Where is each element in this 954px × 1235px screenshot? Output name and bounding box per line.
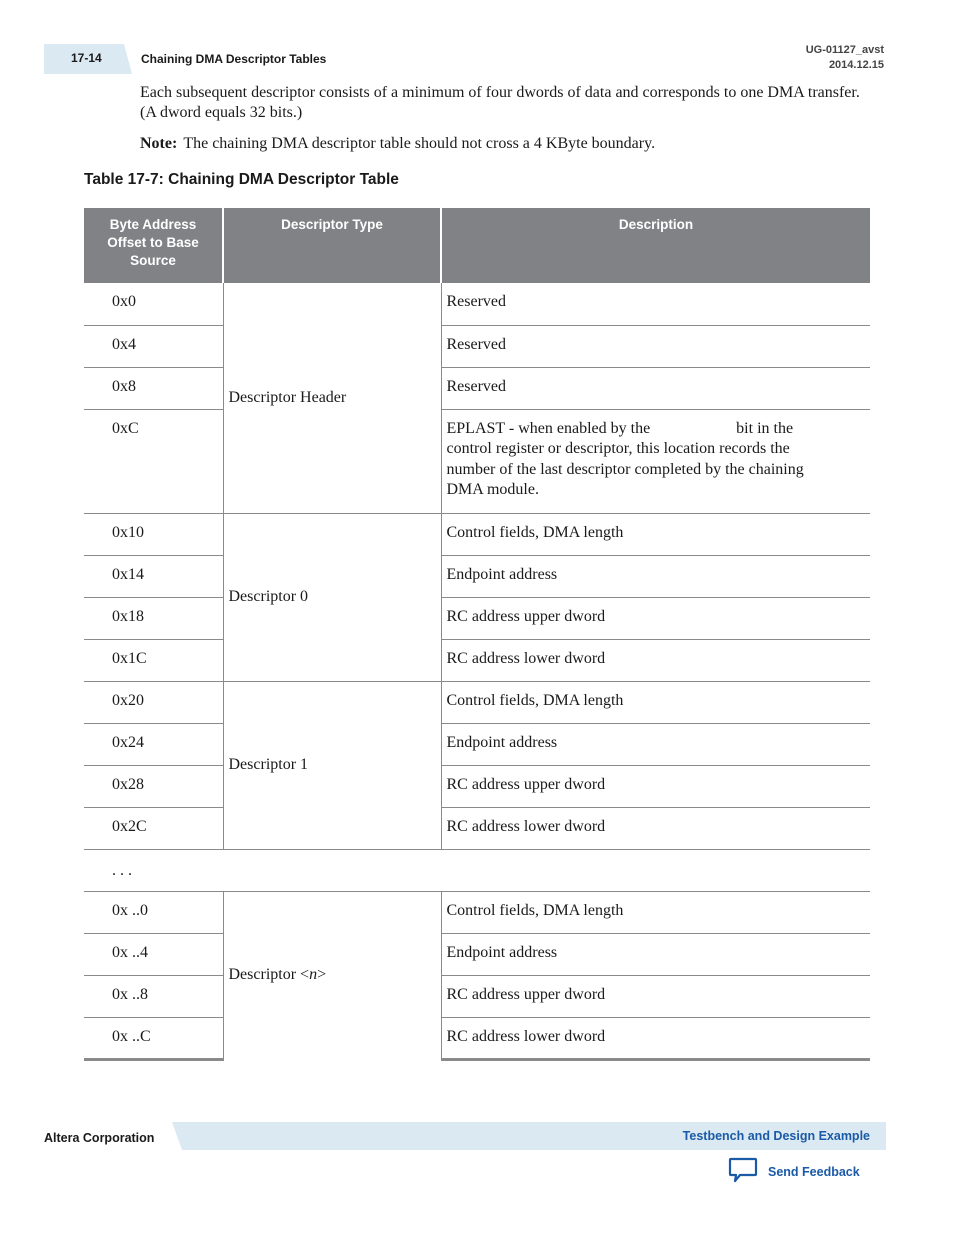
note: [140, 134, 870, 154]
doc-date: 2014.12.15: [828, 59, 884, 71]
descriptor-n-suffix: >: [317, 966, 327, 983]
description-cell: Reserved: [446, 293, 507, 310]
offset-cell: 0x ..0: [84, 891, 223, 933]
descriptor-type-cell: Descriptor 0: [223, 513, 441, 681]
description-cell: Control fields, DMA length: [441, 681, 870, 723]
table-row: [84, 891, 870, 933]
offset-cell: 0x24: [84, 723, 223, 765]
eplast-text-b: bit in the control register or descriptor, this location records the number of the last descriptor completed by the chaining DMA module.: [446, 419, 804, 498]
description-cell: Endpoint address: [441, 933, 870, 975]
table-row: [84, 325, 870, 367]
header-description: Description: [441, 208, 870, 283]
send-feedback-button[interactable]: [728, 1157, 860, 1187]
send-feedback-label: Send Feedback: [768, 1165, 860, 1179]
page-number: 17-14: [71, 51, 102, 65]
description-cell: RC address upper dword: [441, 597, 870, 639]
descriptor-table: [84, 208, 870, 1061]
descriptor-type-cell: [223, 891, 441, 1059]
offset-cell: 0x28: [84, 765, 223, 807]
offset-cell: 0x0: [84, 283, 223, 325]
offset-cell: 0xC: [84, 409, 223, 513]
table-row: [84, 597, 870, 639]
descriptor-n-var: n: [309, 966, 318, 983]
offset-cell: 0x14: [84, 555, 223, 597]
table-row: [84, 513, 870, 555]
description-cell: RC address upper dword: [441, 765, 870, 807]
description-cell: Reserved: [441, 367, 870, 409]
doc-id-code: UG-01127_avst: [805, 44, 884, 56]
header-offset: Byte Address Offset to Base Source: [84, 208, 223, 283]
table-row: [84, 555, 870, 597]
offset-cell: 0x8: [84, 367, 223, 409]
table-row: [84, 765, 870, 807]
description-cell: Endpoint address: [441, 723, 870, 765]
descriptor-type-cell: Descriptor Header: [223, 283, 441, 513]
table-header-row: [84, 208, 870, 283]
description-cell: RC address lower dword: [441, 639, 870, 681]
note-text: The chaining DMA descriptor table should not cross a 4 KByte boundary.: [183, 135, 656, 152]
offset-cell: 0x20: [84, 681, 223, 723]
ellipsis-cell: . . .: [84, 849, 870, 891]
description-cell: RC address upper dword: [441, 975, 870, 1017]
table-row: [84, 807, 870, 849]
section-title: Chaining DMA Descriptor Tables: [141, 52, 327, 66]
description-cell: [441, 409, 870, 513]
table-row: [84, 723, 870, 765]
table-row: [84, 975, 870, 1017]
speech-bubble-icon: [728, 1156, 758, 1189]
offset-cell: 0x2C: [84, 807, 223, 849]
table-row: [84, 409, 870, 513]
description-cell: Reserved: [441, 325, 870, 367]
table-row: [84, 639, 870, 681]
offset-cell: 0x ..8: [84, 975, 223, 1017]
descriptor-type-cell: Descriptor 1: [223, 681, 441, 849]
company-name: Altera Corporation: [44, 1131, 155, 1145]
chapter-link[interactable]: Testbench and Design Example: [682, 1129, 870, 1143]
description-cell: RC address lower dword: [441, 1017, 870, 1059]
offset-cell: 0x10: [84, 513, 223, 555]
offset-cell: 0x18: [84, 597, 223, 639]
table-row: [84, 933, 870, 975]
descriptor-n-prefix: Descriptor <: [228, 966, 310, 983]
table-row: [84, 681, 870, 723]
offset-cell: 0x4: [84, 325, 223, 367]
table-caption: Table 17-7: Chaining DMA Descriptor Table: [84, 171, 399, 188]
note-label: Note:: [140, 135, 178, 152]
description-cell: RC address lower dword: [441, 807, 870, 849]
description-cell: Control fields, DMA length: [441, 891, 870, 933]
table-row: [84, 283, 870, 325]
table-row: [84, 1017, 870, 1059]
offset-cell: 0x ..C: [84, 1017, 223, 1059]
description-cell: Control fields, DMA length: [441, 513, 870, 555]
offset-cell: 0x ..4: [84, 933, 223, 975]
intro-paragraph: Each subsequent descriptor consists of a minimum of four dwords of data and corresponds to one DMA transfer. (A dword equals 32 bits.): [140, 84, 860, 121]
table-row: [84, 367, 870, 409]
header-type: Descriptor Type: [223, 208, 441, 283]
offset-cell: 0x1C: [84, 639, 223, 681]
document-id: [806, 43, 884, 73]
description-cell: Endpoint address: [441, 555, 870, 597]
table-row-ellipsis: [84, 849, 870, 891]
eplast-text-a: EPLAST - when enabled by the: [446, 419, 651, 437]
